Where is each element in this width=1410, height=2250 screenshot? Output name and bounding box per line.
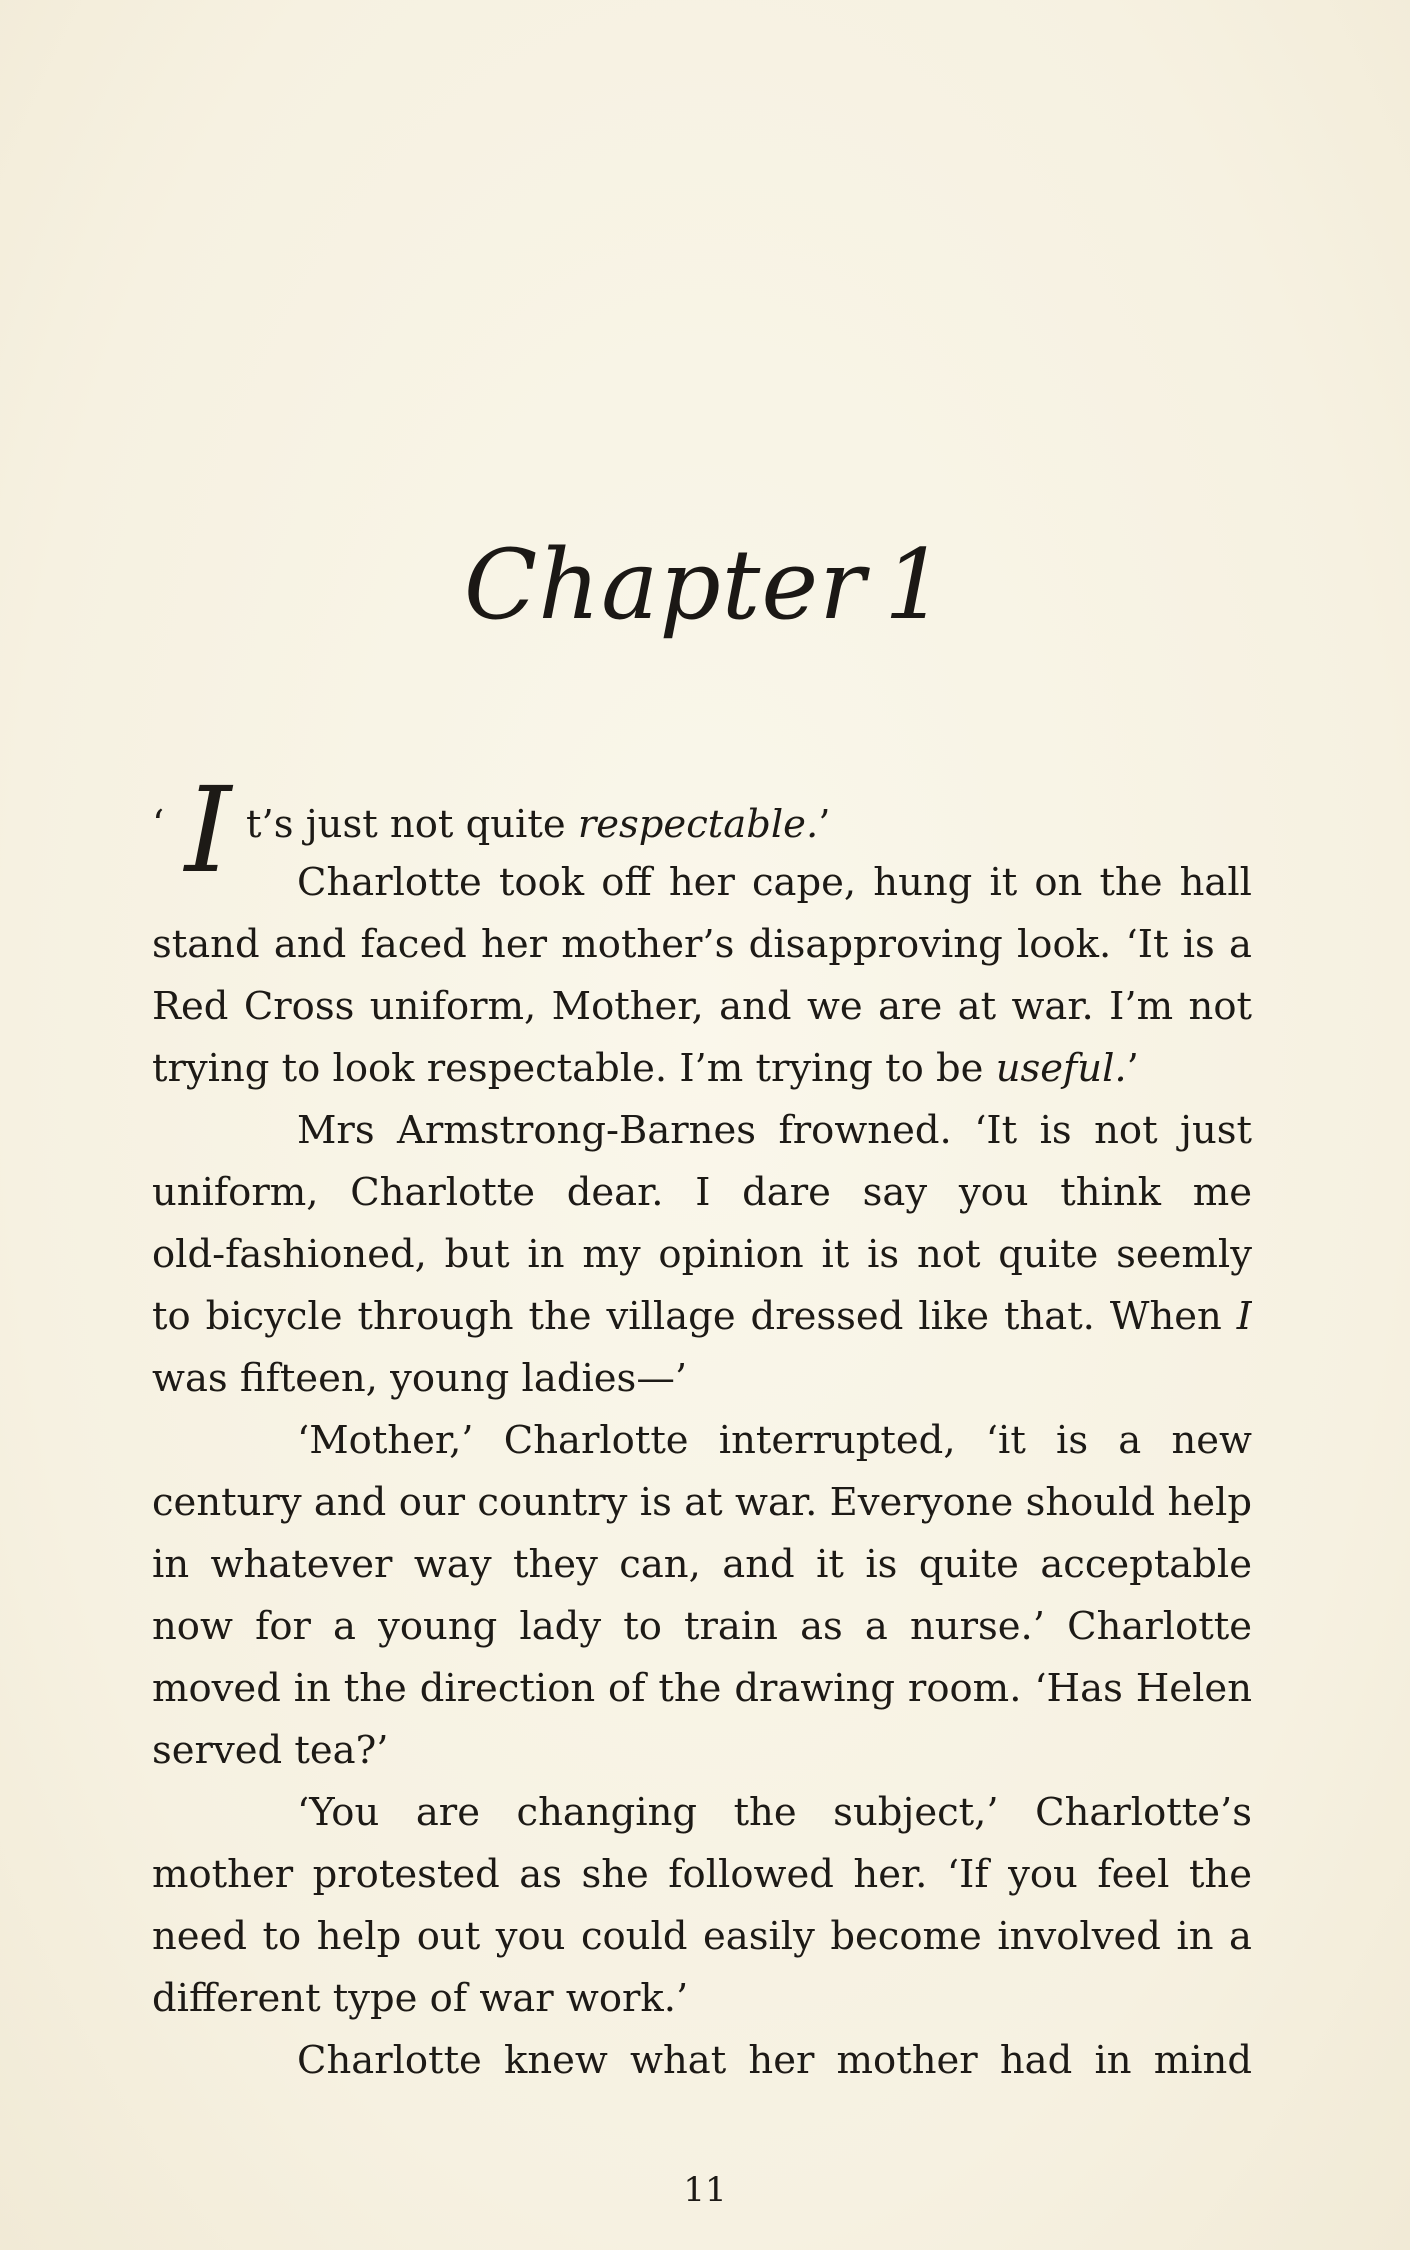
emphasis-text: useful.	[995, 1046, 1127, 1091]
text-line: stand and faced her mother’s disapproving look. ‘It is a	[152, 922, 1252, 967]
text-segment: ’	[818, 802, 831, 847]
text-line: moved in the direction of the drawing room. ‘Has Helen	[152, 1666, 1252, 1711]
text-line: Red Cross uniform, Mother, and we are at war. I’m not	[152, 984, 1252, 1029]
chapter-word: Chapter	[463, 529, 867, 641]
text-line: ‘Mother,’ Charlotte interrupted, ‘it is a new	[297, 1418, 1252, 1463]
text-line	[152, 1286, 1252, 1348]
text-segment: trying to look respectable. I’m trying to be	[152, 1046, 996, 1091]
text-segment: ’	[1126, 1046, 1139, 1091]
text-line: served tea?’	[152, 1728, 389, 1773]
text-line: Charlotte took off her cape, hung it on the hall	[297, 860, 1252, 905]
chapter-number: 1	[884, 529, 947, 641]
text-line: Mrs Armstrong-Barnes frowned. ‘It is not just	[297, 1108, 1252, 1153]
text-line: need to help out you could easily become involved in a	[152, 1914, 1252, 1959]
emphasis-text: I	[1236, 1294, 1252, 1339]
text-segment: to bicycle through the village dressed like that. When	[152, 1294, 1237, 1339]
chapter-body	[152, 761, 1252, 2092]
text-line: uniform, Charlotte dear. I dare say you think me	[152, 1170, 1252, 1215]
text-segment: t’s just not quite	[246, 802, 578, 847]
text-line: in whatever way they can, and it is quite acceptable	[152, 1542, 1252, 1587]
text-line: century and our country is at war. Everyone should help	[152, 1480, 1252, 1525]
page-number: 11	[683, 2170, 727, 2210]
emphasis-text: respectable.	[577, 802, 819, 847]
text-line: ‘You are changing the subject,’ Charlotte’s	[297, 1790, 1252, 1835]
text-line: old-fashioned, but in my opinion it is not quite seemly	[152, 1232, 1252, 1277]
drop-cap: I	[184, 761, 232, 899]
text-line	[152, 1038, 1252, 1100]
text-line: Charlotte knew what her mother had in mind	[297, 2038, 1252, 2083]
text-line: mother protested as she followed her. ‘If you feel the	[152, 1852, 1252, 1897]
text-line: was fifteen, young ladies—’	[152, 1356, 688, 1401]
text-line: different type of war work.’	[152, 1976, 689, 2021]
text-line: now for a young lady to train as a nurse.’ Charlotte	[152, 1604, 1252, 1649]
opening-quote: ‘	[152, 802, 165, 847]
chapter-heading	[0, 525, 1410, 645]
